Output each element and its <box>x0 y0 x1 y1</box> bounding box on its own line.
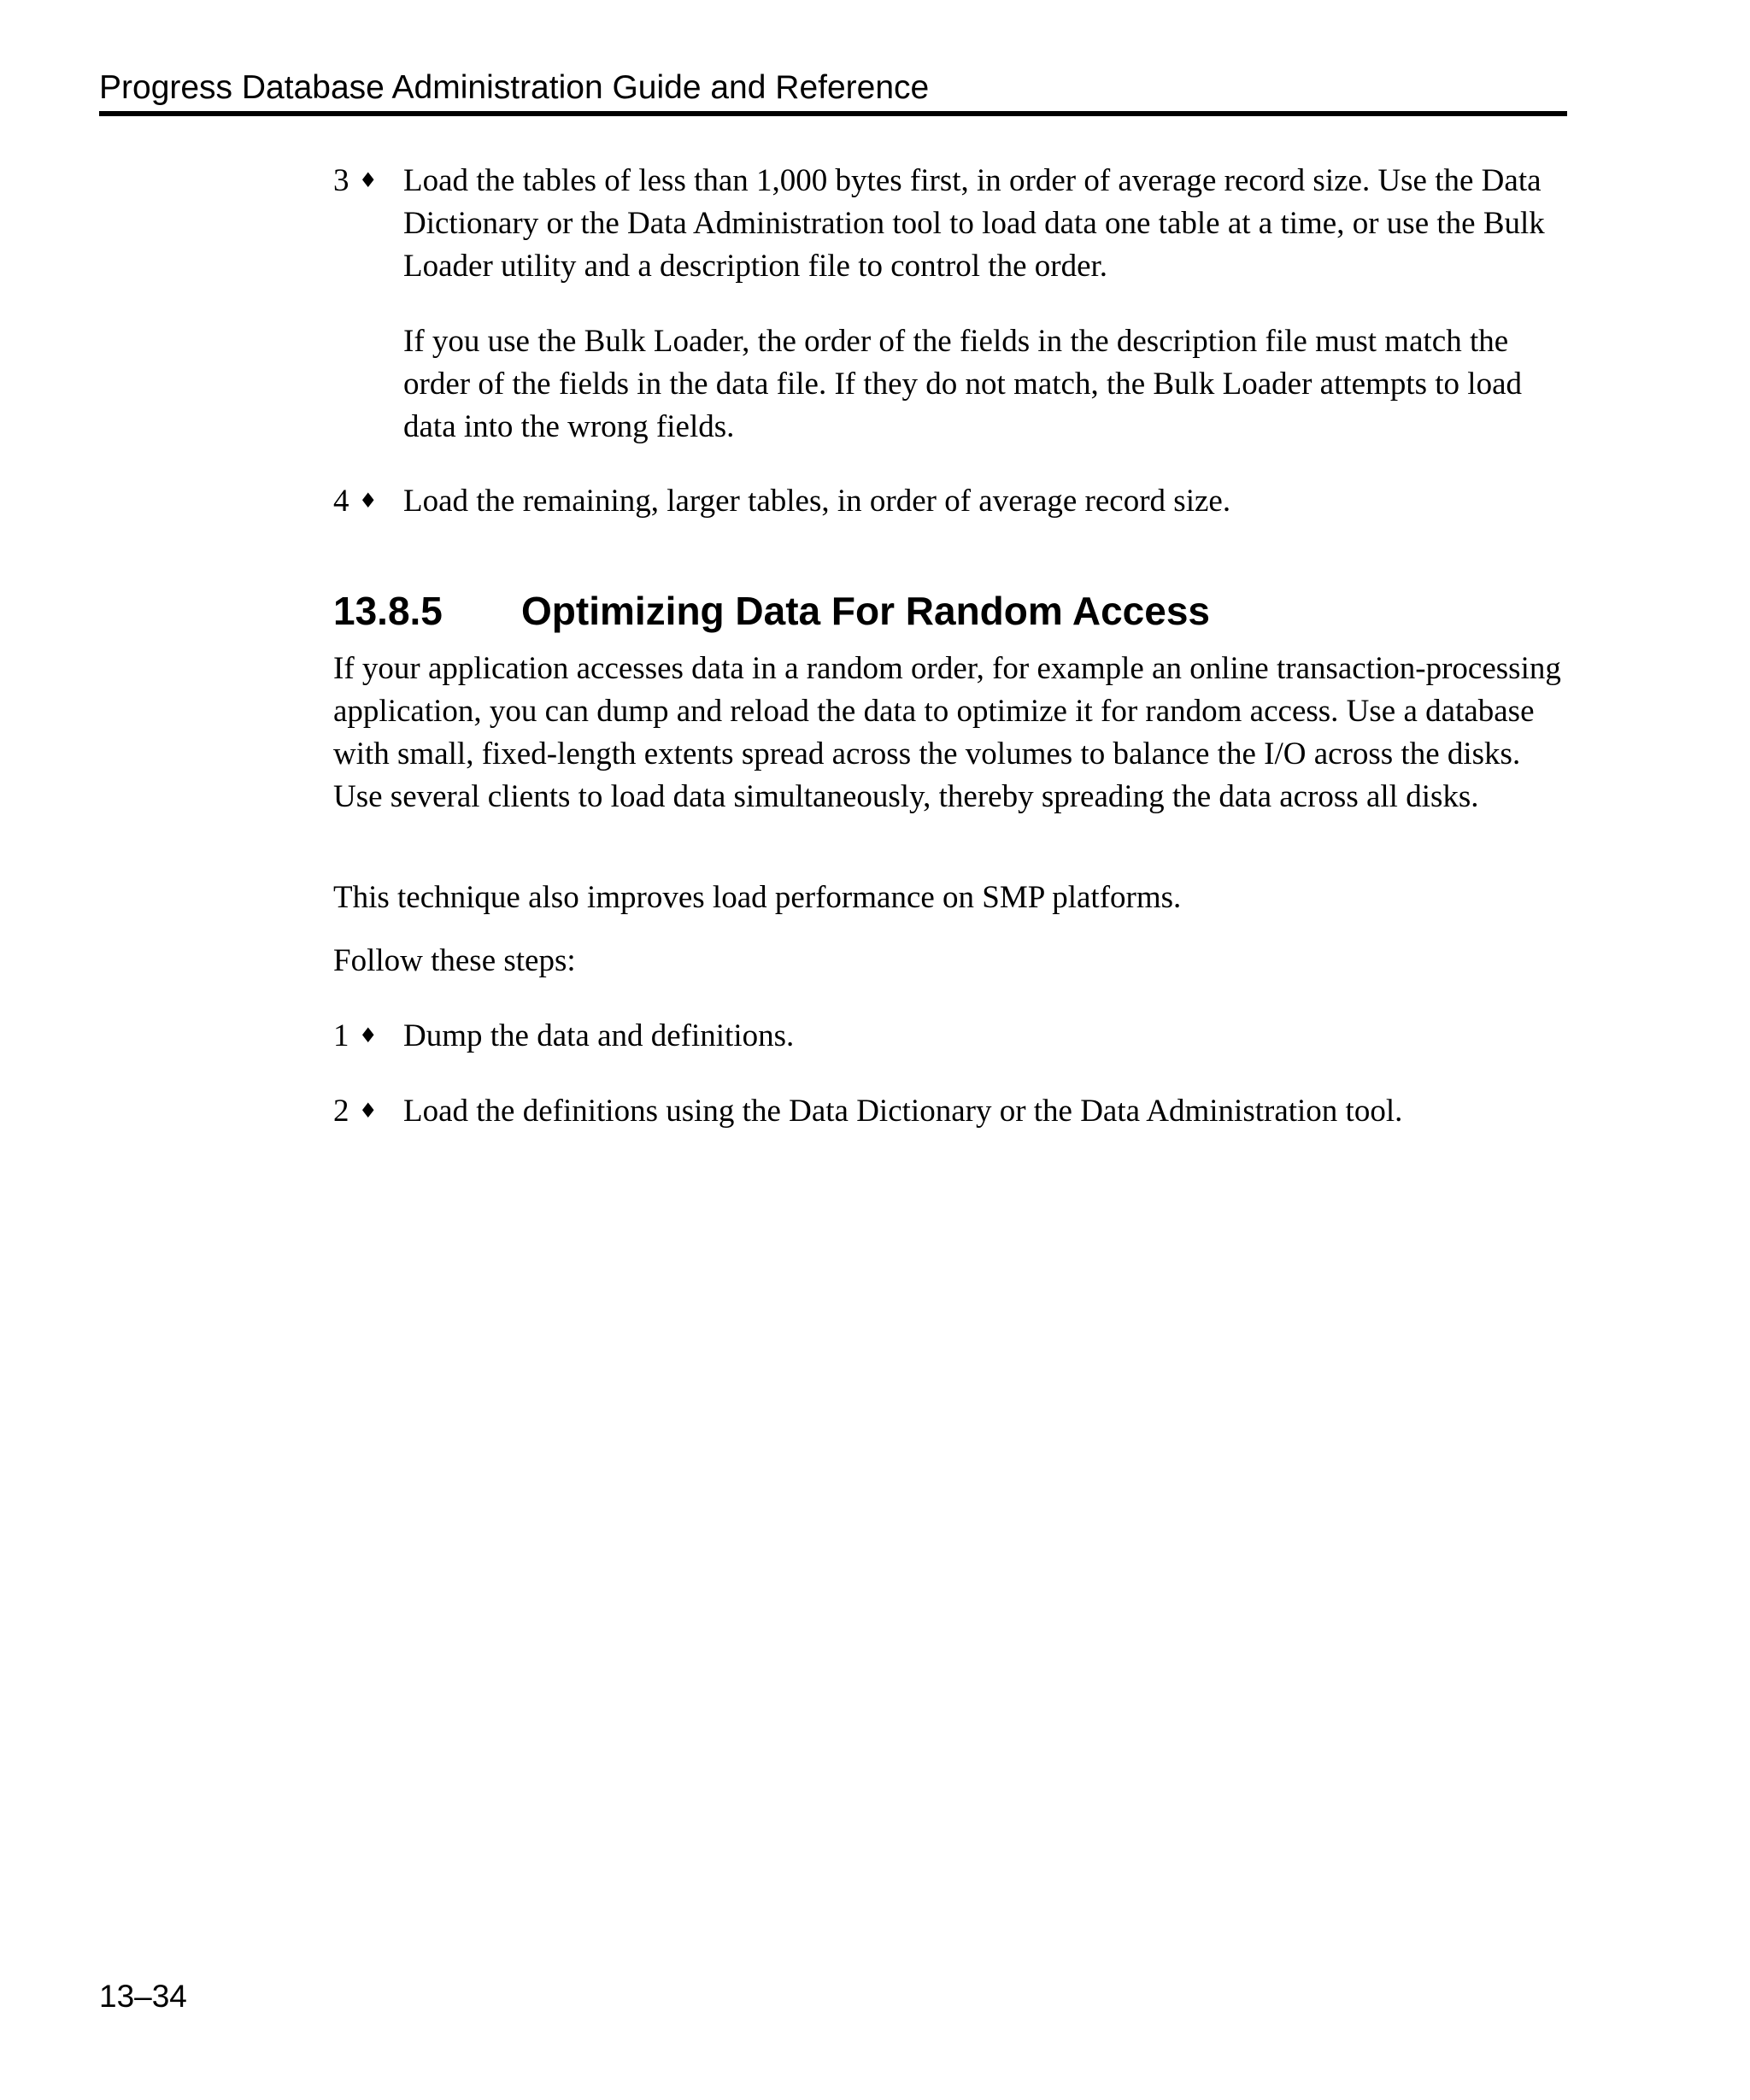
step-2 <box>333 1090 1567 1133</box>
diamond-bullet-icon: ♦ <box>359 1099 378 1123</box>
step-text: Load the definitions using the Data Dictionary or the Data Administration tool. <box>403 1094 1403 1129</box>
paragraph-follow: Follow these steps: <box>333 943 576 978</box>
step-marker <box>333 480 403 525</box>
diamond-bullet-icon: ♦ <box>359 1024 378 1047</box>
step-number: 1 <box>333 1018 349 1053</box>
step-4 <box>333 480 1567 523</box>
step-1 <box>333 1015 1567 1058</box>
step-3 <box>333 160 1567 288</box>
diamond-bullet-icon: ♦ <box>359 168 378 192</box>
step-marker <box>333 1090 403 1135</box>
step-marker <box>333 1015 403 1060</box>
step-text: Load the remaining, larger tables, in order of average record size. <box>403 484 1231 519</box>
step-number: 4 <box>333 484 349 519</box>
step-marker <box>333 160 403 205</box>
step-text: Dump the data and definitions. <box>403 1018 795 1053</box>
diamond-bullet-icon: ♦ <box>359 489 378 513</box>
paragraph-intro: If your application accesses data in a random order, for example an online transaction-processing application, you can dump and reload the data to optimize it for random access. Use a database with small, fixed-length extents spread across the volumes to balance the I/O across the disks. Use several clients to load data simultaneously, thereby spreading the data across all disks. <box>333 651 1561 814</box>
page-number: 13–34 <box>99 1979 187 2014</box>
step-text: Load the tables of less than 1,000 bytes first, in order of average record size. Use the Data Dictionary or the Data Administration tool to load data one table at a time, or use the Bulk Loader utility and a description file to control the order. <box>403 163 1545 284</box>
running-header: Progress Database Administration Guide and Reference <box>99 69 930 106</box>
step-number: 2 <box>333 1094 349 1129</box>
step-3-note: If you use the Bulk Loader, the order of the fields in the description file must match the order of the fields in the data file. If they do not match, the Bulk Loader attempts to load data into the wrong fields. <box>403 324 1523 444</box>
paragraph-smp: This technique also improves load performance on SMP platforms. <box>333 880 1182 915</box>
section-heading <box>333 587 1210 635</box>
step-number: 3 <box>333 163 349 198</box>
header-rule <box>99 111 1567 116</box>
section-title: Optimizing Data For Random Access <box>521 589 1210 633</box>
section-number: 13.8.5 <box>333 589 443 633</box>
